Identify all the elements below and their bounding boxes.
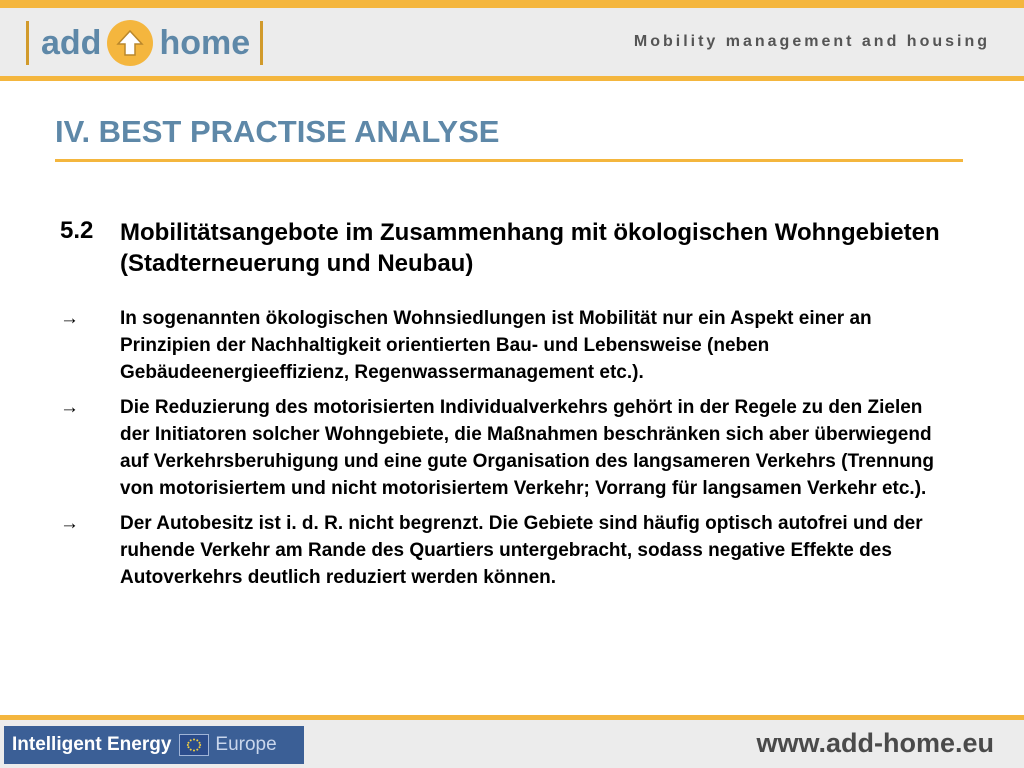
logo-word-home: home bbox=[159, 24, 251, 62]
bullet-text: Die Reduzierung des motorisierten Individualverkehrs gehört in der Regele zu den Zielen der Initiatoren solcher Wohngebiete, die Maßnahmen beschränken sich aber überwiegend auf Verkehrsberuhigung und eine gute Organisation des langsameren Verkehrs (Trennung von motorisiertem und nicht motorisiertem Verkehr; Vorrang für langsamen Verkehr etc.). bbox=[120, 397, 935, 499]
arrow-right-icon: → bbox=[60, 308, 79, 329]
tagline: Mobility management and housing bbox=[633, 33, 990, 50]
top-accent-stripe bbox=[0, 0, 1024, 8]
logo-bar-left bbox=[26, 21, 29, 65]
program-name: Intelligent Energy bbox=[12, 734, 172, 755]
list-item bbox=[60, 510, 960, 591]
section-number: 5.2 bbox=[60, 217, 94, 244]
title-underline bbox=[55, 159, 963, 162]
arrow-right-icon: → bbox=[60, 397, 79, 418]
program-region: Europe bbox=[215, 734, 277, 755]
add-home-logo bbox=[26, 18, 263, 68]
header-accent-line bbox=[0, 76, 1024, 81]
slide-title: IV. BEST PRACTISE ANALYSE bbox=[55, 114, 500, 149]
website-url: www.add-home.eu bbox=[756, 728, 994, 758]
list-item bbox=[60, 394, 960, 502]
intelligent-energy-europe-logo bbox=[4, 726, 304, 764]
arrow-right-icon: → bbox=[60, 513, 79, 534]
bullet-text: In sogenannten ökologischen Wohnsiedlungen ist Mobilität nur ein Aspekt einer an Prinzipien der Nachhaltigkeit orientierten Bau- und Lebensweise (neben Gebäudeenergieeffizienz, Regenwassermanagement etc.). bbox=[120, 308, 872, 383]
logo-bar-right bbox=[260, 21, 263, 65]
logo-word-add: add bbox=[41, 24, 102, 62]
bullet-text: Der Autobesitz ist i. d. R. nicht begrenzt. Die Gebiete sind häufig optisch autofrei und der ruhende Verkehr am Rande des Quartiers untergebracht, sodass negative Effekte des Autoverkehrs deutlich reduziert werden können. bbox=[120, 513, 923, 588]
section-heading: Mobilitätsangebote im Zusammenhang mit ökologischen Wohngebieten (Stadterneuerung und Neubau) bbox=[120, 219, 940, 277]
house-arrow-icon bbox=[107, 20, 153, 66]
eu-flag-icon bbox=[179, 734, 209, 756]
list-item bbox=[60, 305, 960, 386]
bullet-list bbox=[60, 305, 960, 599]
